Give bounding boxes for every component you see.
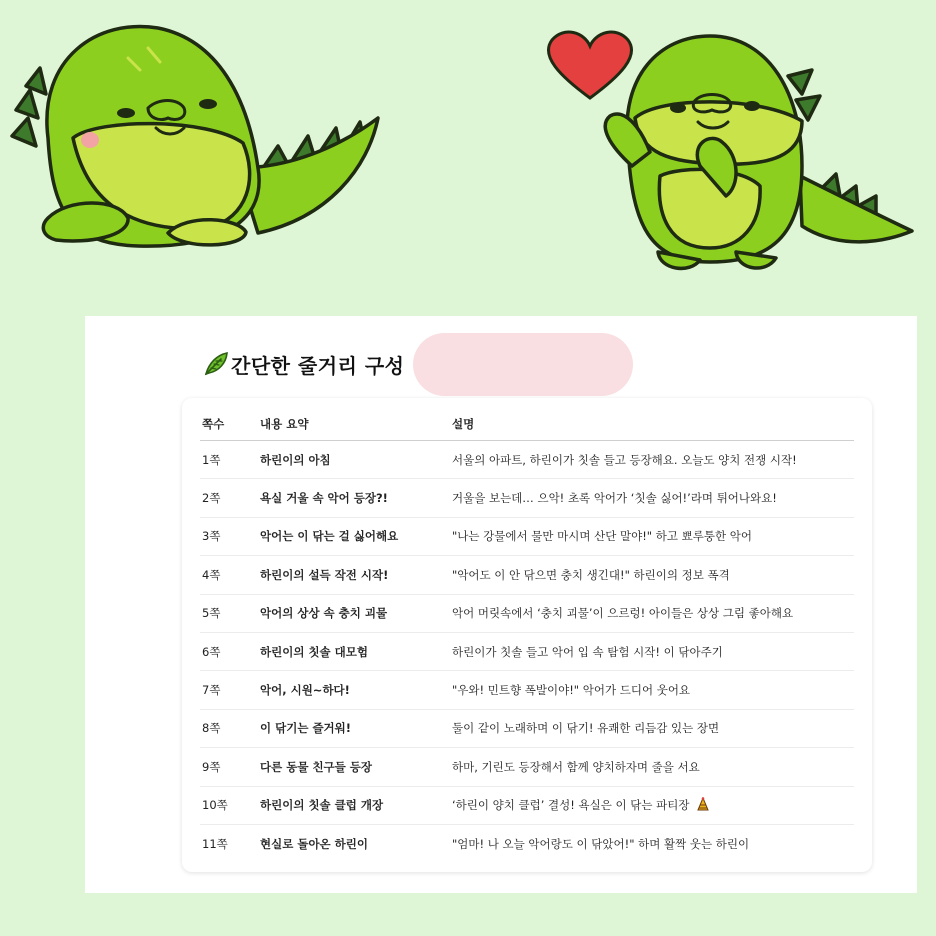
cell-summary: 하린이의 아침 — [260, 441, 452, 479]
crocodile-lying-illustration — [8, 18, 386, 258]
heart-icon — [548, 32, 631, 98]
table-row — [200, 709, 854, 747]
table-row — [200, 786, 854, 824]
cell-description: "악어도 이 안 닦으면 충치 생긴대!" 하린이의 정보 폭격 — [452, 556, 854, 594]
cell-summary: 하린이의 칫솔 클럽 개장 — [260, 786, 452, 824]
cell-summary: 하린이의 설득 작전 시작! — [260, 556, 452, 594]
highlight-pill — [413, 333, 633, 396]
cell-page: 9쪽 — [200, 748, 260, 786]
cell-description: 악어 머릿속에서 ‘충치 괴물’이 으르렁! 아이들은 상상 그림 좋아해요 — [452, 594, 854, 632]
leaf-icon — [203, 351, 229, 377]
table-row — [200, 517, 854, 555]
cell-summary: 이 닦기는 즐거워! — [260, 709, 452, 747]
table-row — [200, 441, 854, 479]
cell-description: "나는 강물에서 물만 마시며 산단 말야!" 하고 뾰루퉁한 악어 — [452, 517, 854, 555]
cell-description — [452, 786, 854, 824]
table-row — [200, 748, 854, 786]
cell-description-text: ‘하린이 양치 클럽’ 결성! 욕실은 이 닦는 파티장 — [452, 798, 690, 813]
cell-page: 4쪽 — [200, 556, 260, 594]
header-summary: 내용 요약 — [260, 408, 452, 441]
cell-description: 하린이가 칫솔 들고 악어 입 속 탐험 시작! 이 닦아주기 — [452, 632, 854, 670]
cell-page: 10쪽 — [200, 786, 260, 824]
cell-page: 6쪽 — [200, 632, 260, 670]
header-description: 설명 — [452, 408, 854, 441]
table-row — [200, 671, 854, 709]
cell-page: 7쪽 — [200, 671, 260, 709]
cell-page: 11쪽 — [202, 836, 228, 851]
section-title: 간단한 줄거리 구성 — [231, 353, 405, 378]
table-row — [200, 556, 854, 594]
table-header-row — [200, 408, 854, 441]
cell-page: 8쪽 — [200, 709, 260, 747]
cell-description: 둘이 같이 노래하며 이 닦기! 유쾌한 리듬감 있는 장면 — [452, 709, 854, 747]
cell-summary: 악어, 시원~하다! — [260, 671, 452, 709]
cell-page: 5쪽 — [200, 594, 260, 632]
party-hat-icon — [696, 797, 710, 811]
cell-summary: 욕실 거울 속 악어 등장?! — [260, 479, 452, 517]
header-page: 쪽수 — [200, 408, 260, 441]
table-row — [200, 594, 854, 632]
cell-page: 3쪽 — [200, 517, 260, 555]
table-row — [200, 824, 854, 862]
cell-page: 1쪽 — [200, 441, 260, 479]
cell-summary: 현실로 돌아온 하린이 — [260, 836, 368, 851]
plot-summary-table-card — [182, 398, 872, 872]
cell-summary: 하린이의 칫솔 대모험 — [260, 632, 452, 670]
cell-description: 서울의 아파트, 하린이가 칫솔 들고 등장해요. 오늘도 양치 전쟁 시작! — [452, 441, 854, 479]
cell-summary: 악어는 이 닦는 걸 싫어해요 — [260, 517, 452, 555]
content-panel — [85, 316, 917, 893]
plot-summary-table — [200, 408, 854, 862]
cell-summary: 악어의 상상 속 충치 괴물 — [260, 594, 452, 632]
cell-description: "엄마! 나 오늘 악어랑도 이 닦았어!" 하며 활짝 웃는 하린이 — [452, 836, 750, 851]
cell-description: 거울을 보는데… 으악! 초록 악어가 ‘칫솔 싫어!’라며 튀어나와요! — [452, 479, 854, 517]
table-row — [200, 479, 854, 517]
crocodile-standing-heart-illustration — [540, 26, 920, 278]
cell-description: 하마, 기린도 등장해서 함께 양치하자며 줄을 서요 — [452, 748, 854, 786]
cell-description: "우와! 민트향 폭발이야!" 악어가 드디어 웃어요 — [452, 671, 854, 709]
cell-page: 2쪽 — [200, 479, 260, 517]
section-header — [203, 342, 405, 386]
table-row — [200, 632, 854, 670]
cell-summary: 다른 동물 친구들 등장 — [260, 748, 452, 786]
